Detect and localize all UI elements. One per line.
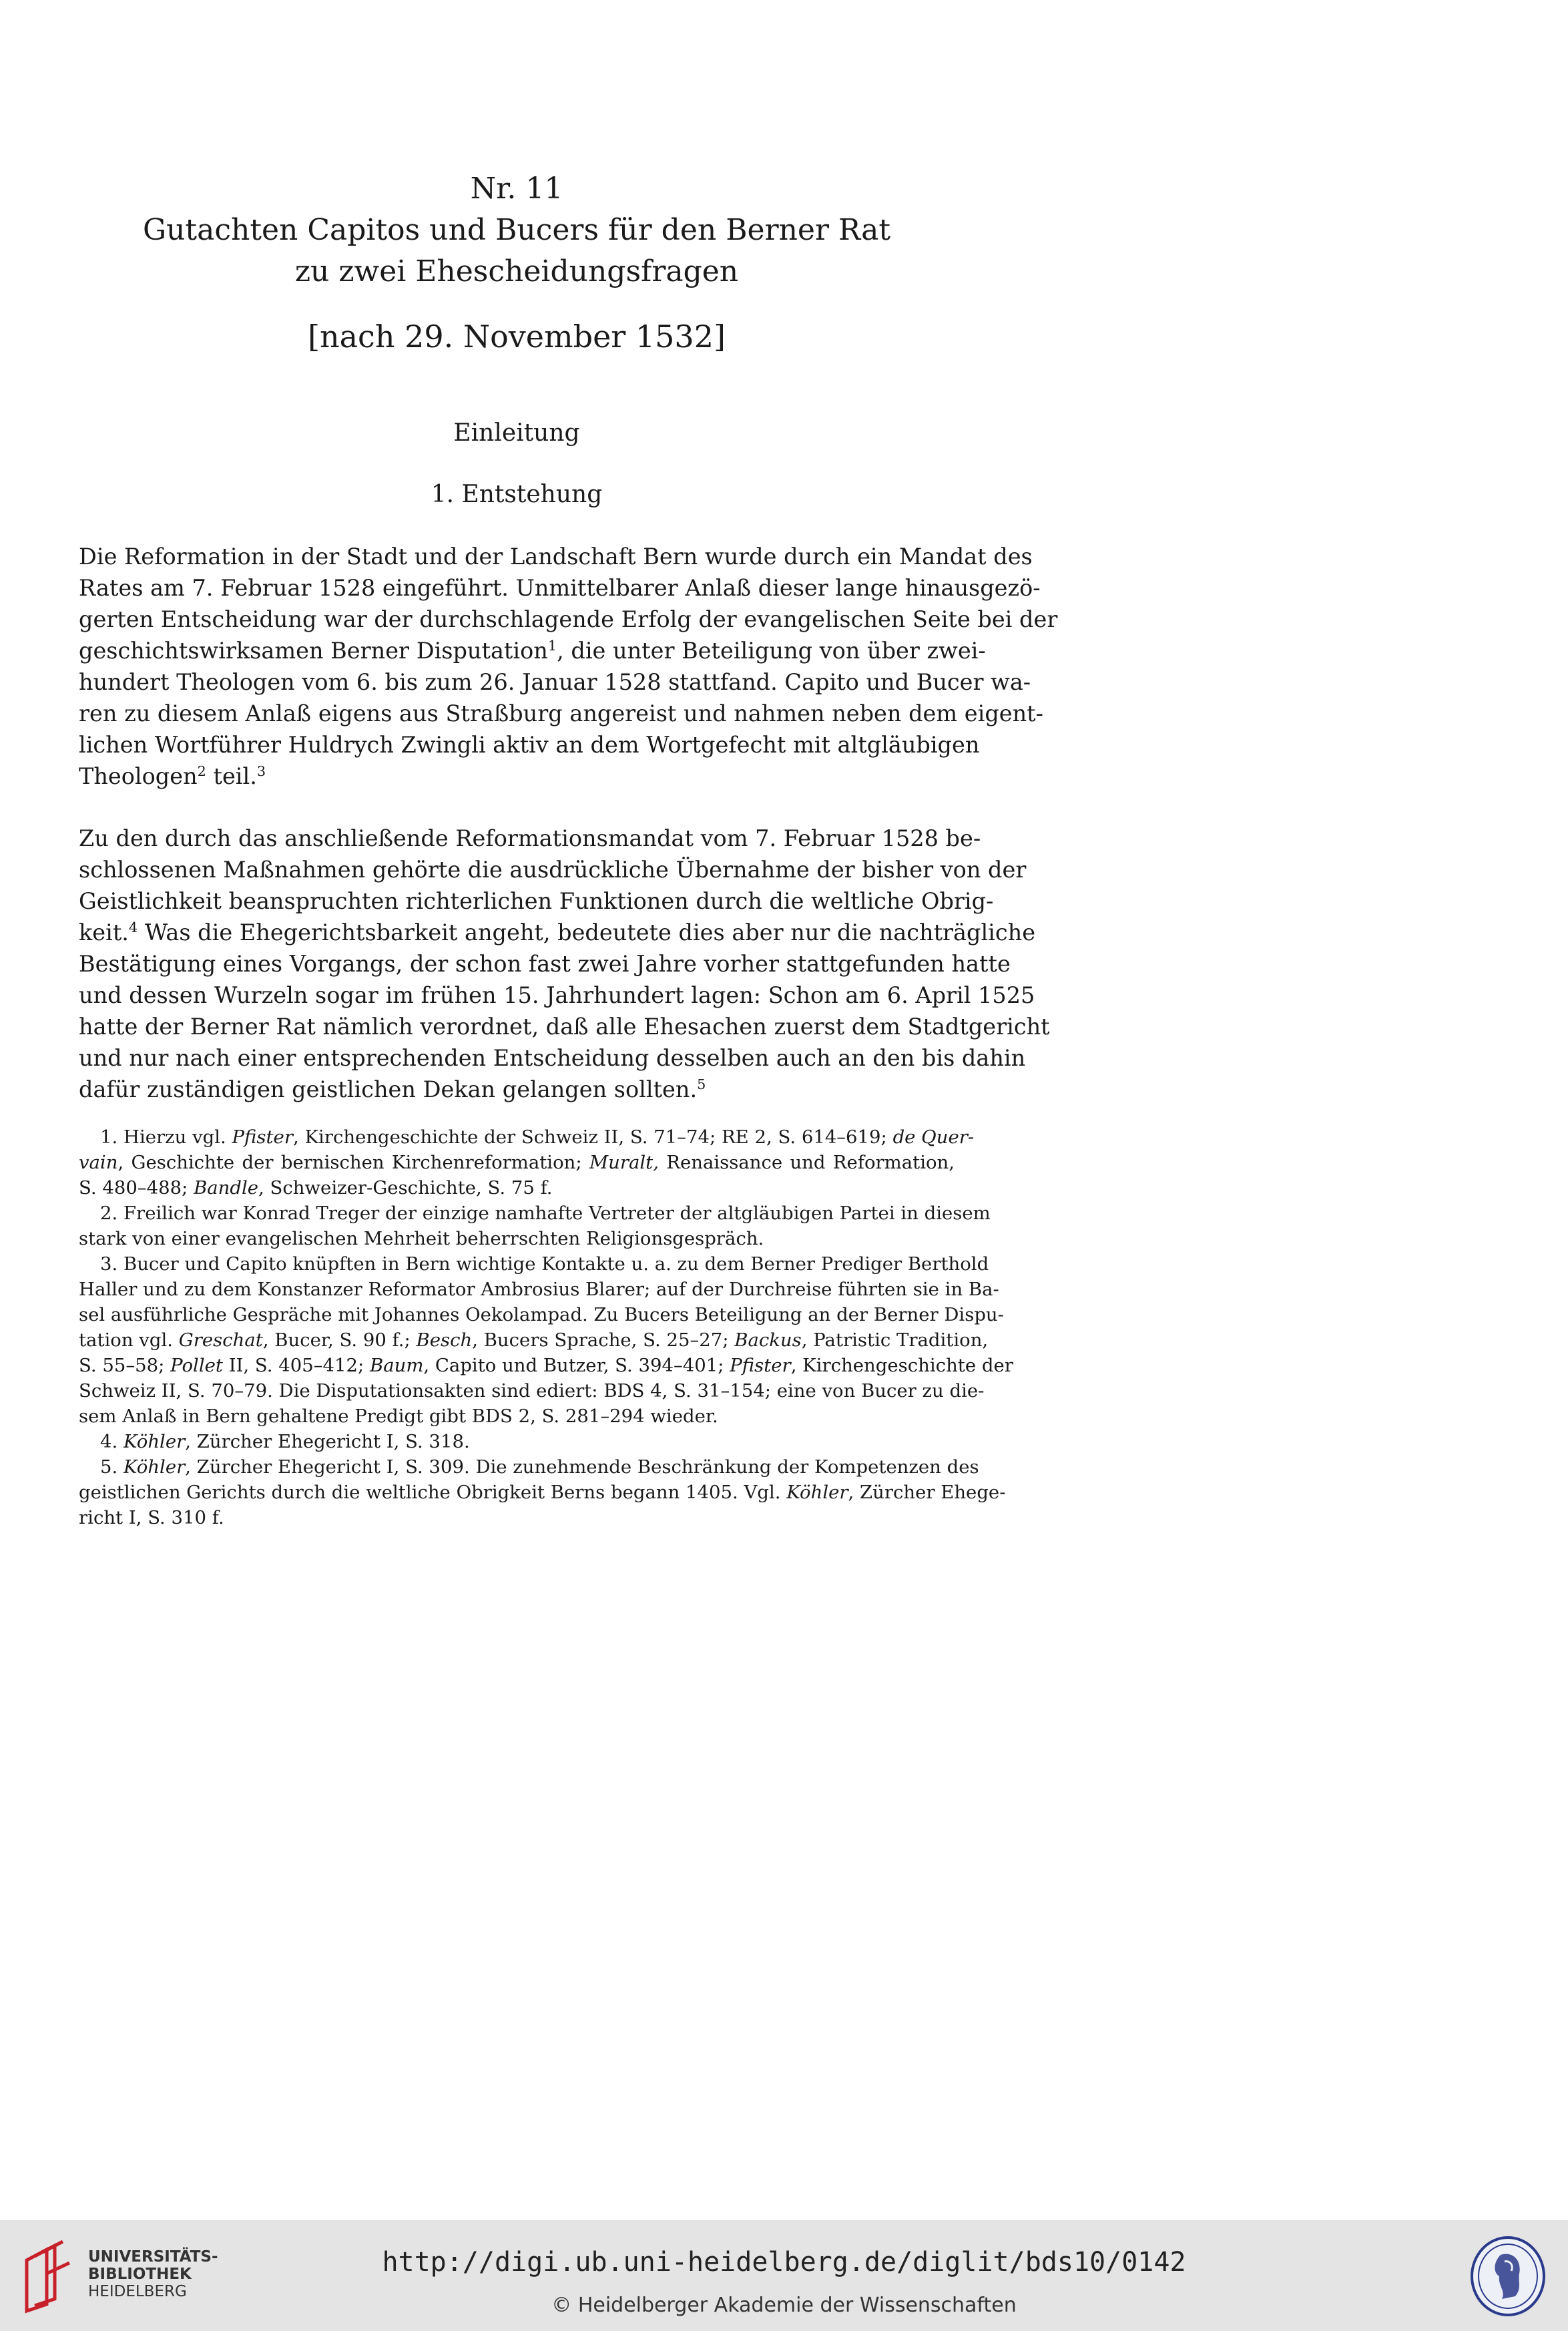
academy-seal-icon [1469,2235,1547,2318]
library-name-line: UNIVERSITÄTS- [88,2248,218,2266]
library-name-line: BIBLIOTHEK [88,2266,192,2283]
footnote-ref-2[interactable]: 2 [197,763,206,779]
footnote-line: stark von einer evangelischen Mehrheit beherrschten Religionsgespräch. [79,1228,764,1249]
text-span: geschichtswirksamen Berner Disputation [79,638,548,664]
text-span: teil. [206,763,257,789]
section-subheading: 1. Entstehung [431,481,603,508]
text-line [79,917,1036,948]
document-date: [nach 29. November 1532] [308,319,726,355]
section-heading: Einleitung [453,419,580,447]
copyright-notice: © Heidelberger Akademie der Wissenschaften [551,2294,1017,2317]
text-span: , Zürcher Ehege- [848,1482,1006,1503]
text-span: , Kirchengeschichte der [790,1355,1013,1376]
text-line: Bestätigung eines Vorgangs, der schon fast zwei Jahre vorher stattgefunden hatte [79,951,1011,977]
author-name: Köhler [123,1456,186,1478]
footnote-5 [79,1454,1006,1530]
text-span: II, S. 405–412; [222,1355,370,1376]
text-span: , Bucers Sprache, S. 25–27; [472,1329,735,1351]
author-name: Baum [370,1355,424,1376]
text-line [79,761,955,792]
text-line: gerten Entscheidung war der durchschlagende Erfolg der evangelischen Seite bei der [79,606,1058,632]
text-span: 5. [100,1456,123,1478]
text-line: Geistlichkeit beanspruchten richterlichen Funktionen durch die weltliche Obrig- [79,888,994,914]
footnote-4 [79,1429,955,1454]
footnote-2 [79,1201,991,1251]
text-span: , Geschichte der bernischen Kirchenreformation; [117,1152,589,1173]
text-line [79,1074,955,1105]
text-span: , Zürcher Ehegericht I, S. 309. Die zunehmende Beschränkung der Kompetenzen des [185,1456,979,1478]
footnote-line: 2. Freilich war Konrad Treger der einzige namhafte Vertreter der altgläubigen Partei in diesem [100,1203,991,1224]
text-line: schlossenen Maßnahmen gehörte die ausdrückliche Übernahme der bisher von der [79,857,1027,883]
author-name: Bandle [194,1177,259,1199]
text-span: 4. [100,1431,123,1452]
text-span: , Schweizer-Geschichte, S. 75 f. [258,1177,553,1199]
footnote-ref-1[interactable]: 1 [547,637,557,654]
text-line: und nur nach einer entsprechenden Entscheidung desselben auch an den bis dahin [79,1045,1026,1071]
text-span: , Bucer, S. 90 f.; [262,1329,417,1351]
text-span: dafür zuständigen geistlichen Dekan gelangen sollten. [79,1076,698,1102]
document-title-block [79,168,955,292]
body-paragraph-1 [79,541,1058,792]
library-name-line: HEIDELBERG [88,2283,187,2300]
text-line: Zu den durch das anschließende Reformationsmandat vom 7. Februar 1528 be- [79,825,981,851]
footnote-1 [79,1124,975,1201]
footnote-ref-4[interactable]: 4 [128,919,138,935]
text-line: hundert Theologen vom 6. bis zum 26. Januar 1528 stattfand. Capito und Bucer wa- [79,669,1031,695]
document-number: Nr. 11 [470,172,563,206]
author-name: Köhler [786,1482,848,1503]
body-paragraph-2 [79,823,1050,1105]
footnote-line [79,1150,955,1175]
text-span: 1. Hierzu vgl. [100,1126,232,1148]
author-name: Greschat [178,1329,263,1351]
document-title-line-2: zu zwei Ehescheidungsfragen [294,254,739,288]
author-name: vain [79,1152,118,1173]
footnote-line: richt I, S. 310 f. [79,1507,224,1528]
footnote-ref-5[interactable]: 5 [697,1076,706,1092]
text-line: Die Reformation in der Stadt und der Landschaft Bern wurde durch ein Mandat des [79,544,1033,570]
author-name: Muralt, [589,1152,659,1173]
footnote-line: Haller und zu dem Konstanzer Reformator Ambrosius Blarer; auf der Durchreise führten sie in Ba- [79,1279,999,1300]
text-span: , Zürcher Ehegericht I, S. 318. [185,1431,470,1452]
author-name: de Quer- [892,1126,975,1148]
text-line: lichen Wortführer Huldrych Zwingli aktiv an dem Wortgefecht mit altgläubigen [79,732,980,758]
text-span: Was die Ehegerichtsbarkeit angeht, bedeutete dies aber nur die nachträgliche [138,919,1036,945]
text-span: keit. [79,919,129,945]
author-name: Pollet [170,1355,223,1376]
footnote-line [79,1480,1006,1505]
permalink-url[interactable]: http://digi.ub.uni-heidelberg.de/diglit/bds10/0142 [382,2247,1186,2278]
footnote-line [79,1454,979,1480]
text-span: , Patristic Tradition, [801,1329,989,1351]
footnote-ref-3[interactable]: 3 [256,763,266,779]
footnote-line [79,1175,955,1201]
document-title-line-1: Gutachten Capitos und Bucers für den Berner Rat [142,213,891,247]
text-span: tation vgl. [79,1329,179,1351]
text-span: Renaissance und Reformation, [658,1152,955,1173]
author-name: Besch [416,1329,473,1351]
footnote-line [79,1429,955,1454]
author-name: Pfister [730,1355,791,1376]
text-line: Rates am 7. Februar 1528 eingeführt. Unmittelbarer Anlaß dieser lange hinausgezö- [79,575,1041,601]
author-name: Köhler [123,1431,186,1452]
text-span: S. 55–58; [79,1355,171,1376]
text-span: , Capito und Butzer, S. 394–401; [423,1355,730,1376]
footnote-line: Schweiz II, S. 70–79. Die Disputationsakten sind ediert: BDS 4, S. 31–154; eine von Bucer zu die- [79,1380,985,1402]
text-line [79,635,986,666]
text-line: und dessen Wurzeln sogar im frühen 15. Jahrhundert lagen: Schon am 6. April 1525 [79,982,1035,1008]
text-line: ren zu diesem Anlaß eigens aus Straßburg angereist und nahmen neben dem eigent- [79,700,1043,726]
text-span: , Kirchengeschichte der Schweiz II, S. 71–74; RE 2, S. 614–619; [292,1126,893,1148]
text-span: , die unter Beteiligung von über zwei- [557,638,986,664]
footnote-line [79,1327,989,1353]
text-span: geistlichen Gerichts durch die weltliche Obrigkeit Berns begann 1405. Vgl. [79,1482,787,1503]
text-line: hatte der Berner Rat nämlich verordnet, daß alle Ehesachen zuerst dem Stadtgericht [79,1014,1050,1040]
footnotes [79,1124,1013,1530]
footnote-line: 3. Bucer und Capito knüpften in Bern wichtige Kontakte u. a. zu dem Berner Prediger Berthold [100,1253,989,1275]
author-name: Pfister [232,1126,293,1148]
footnote-line [79,1353,1013,1378]
footnote-line [79,1124,975,1150]
text-span: Theologen [79,763,198,789]
footnote-line: sem Anlaß in Bern gehaltene Predigt gibt BDS 2, S. 281–294 wieder. [79,1406,718,1427]
viewer-footer-bar [0,2220,1568,2331]
footnote-line: sel ausführliche Gespräche mit Johannes Oekolampad. Zu Bucers Beteiligung an der Berner Dispu- [79,1304,1004,1325]
footnote-3 [79,1251,1013,1429]
text-span: S. 480–488; [79,1177,194,1199]
author-name: Backus [734,1329,802,1351]
